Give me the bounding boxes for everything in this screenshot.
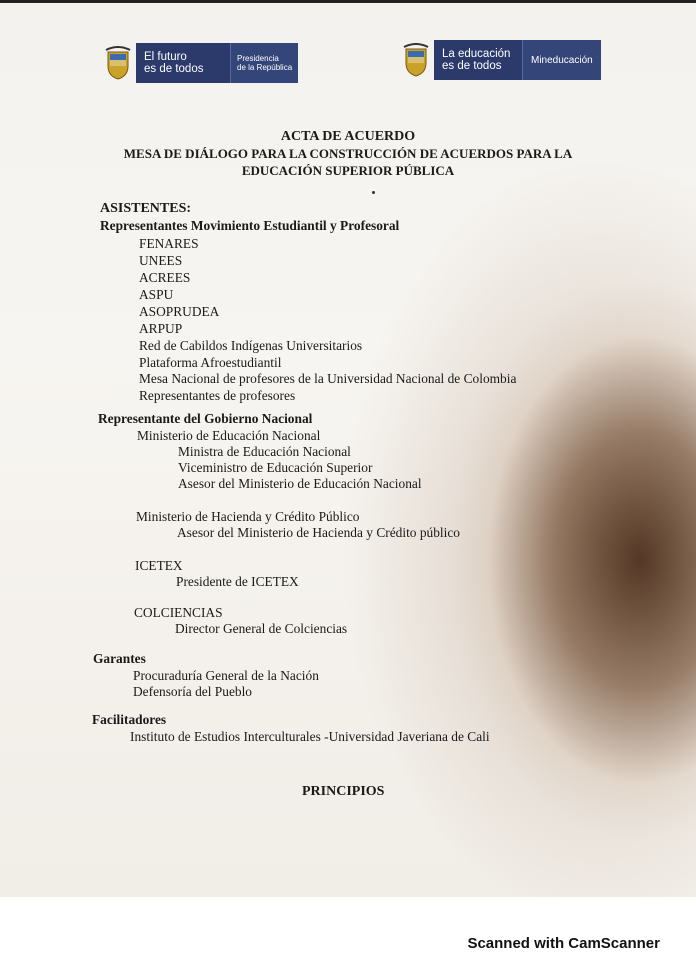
person-item: Asesor del Ministerio de Hacienda y Crédito público (177, 525, 460, 540)
page-edge (0, 0, 696, 3)
garante-item: Procuraduría General de la Nación (133, 668, 319, 683)
logo-slogan: La educación es de todos (434, 40, 522, 80)
heading-facilitadores: Facilitadores (92, 712, 167, 727)
entity-min-educacion: Ministerio de Educación Nacional (137, 428, 321, 443)
org-item: ACREES (139, 270, 191, 285)
org-item: ARPUP (139, 321, 183, 336)
person-item: Asesor del Ministerio de Educación Nacional (178, 476, 422, 491)
org-item: ASPU (139, 287, 174, 302)
entity-icetex: ICETEX (135, 558, 183, 573)
colombia-crest-icon (100, 43, 136, 83)
entity-colciencias: COLCIENCIAS (134, 605, 223, 620)
document-subtitle-line2: EDUCACIÓN SUPERIOR PÚBLICA (241, 163, 455, 178)
stray-dot (372, 191, 375, 194)
org-item: UNEES (139, 253, 183, 268)
mineducacion-logo (398, 40, 601, 80)
person-item: Ministra de Educación Nacional (178, 444, 351, 459)
logo-entity: Mineducación (522, 40, 601, 80)
heading-rep-movimiento: Representantes Movimiento Estudiantil y Profesoral (100, 218, 400, 233)
garante-item: Defensoría del Pueblo (133, 684, 252, 699)
section-principios: PRINCIPIOS (302, 784, 385, 799)
org-item: FENARES (139, 236, 199, 251)
heading-garantes: Garantes (93, 651, 146, 666)
presidencia-logo (100, 43, 298, 83)
facilitador-item: Instituto de Estudios Interculturales -Universidad Javeriana de Cali (130, 729, 490, 744)
org-item: Mesa Nacional de profesores de la Universidad Nacional de Colombia (139, 371, 517, 386)
person-item: Presidente de ICETEX (176, 574, 299, 589)
section-asistentes: ASISTENTES: (100, 201, 192, 216)
entity-min-hacienda: Ministerio de Hacienda y Crédito Público (136, 509, 360, 524)
org-item: Plataforma Afroestudiantil (139, 355, 282, 370)
document-title: ACTA DE ACUERDO (280, 129, 416, 144)
camscanner-watermark: Scanned with CamScanner (467, 935, 660, 952)
person-item: Director General de Colciencias (175, 621, 348, 636)
heading-rep-gobierno: Representante del Gobierno Nacional (98, 411, 313, 426)
org-item: ASOPRUDEA (139, 304, 220, 319)
person-item: Viceministro de Educación Superior (178, 460, 373, 475)
logo-slogan: El futuro es de todos (136, 43, 230, 83)
org-item: Representantes de profesores (139, 388, 296, 403)
colombia-crest-icon (398, 40, 434, 80)
org-item: Red de Cabildos Indígenas Universitarios (139, 338, 363, 353)
logo-entity: Presidencia de la República (230, 43, 298, 83)
document-subtitle-line1: MESA DE DIÁLOGO PARA LA CONSTRUCCIÓN DE ACUERDOS PARA LA (123, 146, 573, 161)
